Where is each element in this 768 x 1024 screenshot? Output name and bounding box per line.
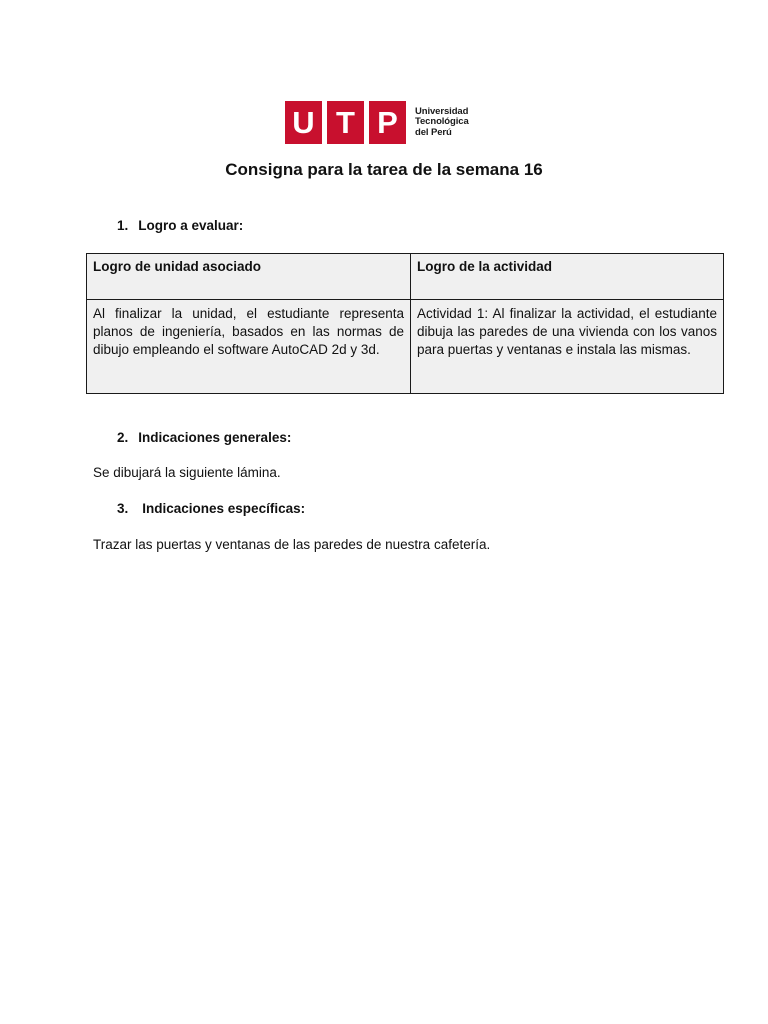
section-heading-text: Logro a evaluar: (138, 218, 244, 233)
table-row (87, 300, 724, 394)
general-instructions-text: Se dibujará la siguiente lámina. (93, 465, 281, 480)
section-number: 3. (117, 501, 129, 516)
specific-instructions-text: Trazar las puertas y ventanas de las paredes de nuestra cafetería. (93, 537, 491, 552)
section-heading-text: Indicaciones generales: (138, 430, 292, 445)
logo-letter-p: P (369, 101, 406, 144)
logo-letter-u: U (285, 101, 322, 144)
table-header-row (87, 254, 724, 300)
logo-name-line: Universidad (415, 105, 469, 117)
section-number: 2. (117, 430, 129, 445)
utp-logo (285, 101, 469, 144)
section-heading-indicaciones-especificas (117, 501, 305, 516)
section-heading-text: Indicaciones específicas: (142, 501, 306, 516)
section-number: 1. (117, 218, 129, 233)
logo-name-line: Tecnológica (415, 116, 469, 128)
logo-letter-t: T (327, 101, 364, 144)
logo-name-line: del Perú (415, 126, 452, 138)
logo-university-name (415, 107, 469, 139)
table-cell: Al finalizar la unidad, el estudiante representa planos de ingeniería, basados en las normas de dibujo empleando el software AutoCAD 2d y 3d. (87, 300, 411, 394)
section-heading-logro (117, 218, 243, 233)
document-title: Consigna para la tarea de la semana 16 (225, 160, 543, 179)
table-header-cell: Logro de unidad asociado (87, 254, 411, 300)
goals-table (86, 253, 724, 394)
section-heading-indicaciones-generales (117, 430, 291, 445)
table-cell: Actividad 1: Al finalizar la actividad, el estudiante dibuja las paredes de una vivienda con los vanos para puertas y ventanas e instala las mismas. (411, 300, 724, 394)
table-header-cell: Logro de la actividad (411, 254, 724, 300)
